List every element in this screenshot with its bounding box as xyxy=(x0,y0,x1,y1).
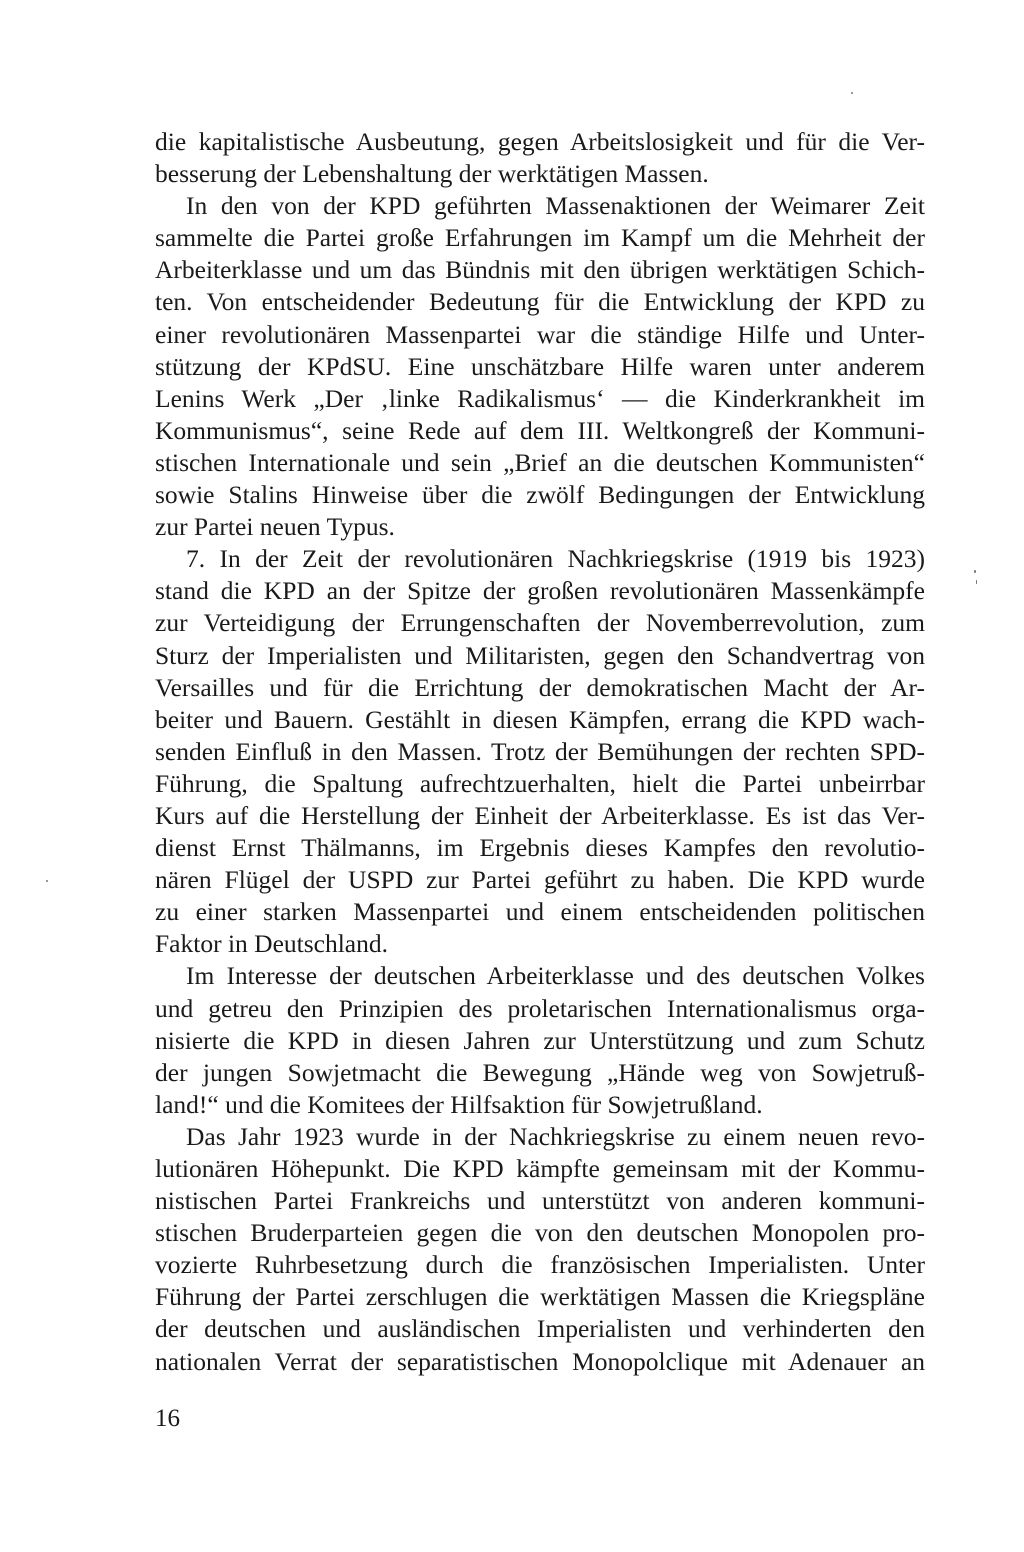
text-line: stützung der KPdSU. Eine unschätzbare Hilfe waren unter anderem xyxy=(155,351,925,381)
text-line: Kommunismus“, seine Rede auf dem III. Weltkongreß der Kommuni- xyxy=(155,415,925,445)
paragraph xyxy=(155,1121,925,1378)
scan-speck xyxy=(974,570,976,573)
text-line: Faktor in Deutschland. xyxy=(155,929,388,959)
text-line: zu einer starken Massenpartei und einem entscheidenden politischen xyxy=(155,897,925,927)
text-line: Kurs auf die Herstellung der Einheit der Arbeiterklasse. Es ist das Ver- xyxy=(155,800,925,830)
text-line: der deutschen und ausländischen Imperialisten und verhinderten den xyxy=(155,1314,925,1344)
text-line: nationalen Verrat der separatistischen Monopolclique mit Adenauer an xyxy=(155,1346,925,1376)
scan-speck xyxy=(46,880,48,882)
paragraph xyxy=(155,543,925,960)
text-line: sowie Stalins Hinweise über die zwölf Bedingungen der Entwicklung xyxy=(155,480,925,510)
text-line: Sturz der Imperialisten und Militaristen, gegen den Schandvertrag von xyxy=(155,640,925,670)
body-text xyxy=(155,126,925,1378)
text-line: Führung der Partei zerschlugen die werktätigen Massen die Kriegspläne xyxy=(155,1282,925,1312)
text-line: beiter und Bauern. Gestählt in diesen Kämpfen, errang die KPD wach- xyxy=(155,704,925,734)
text-line: und getreu den Prinzipien des proletarischen Internationalismus orga- xyxy=(155,993,925,1023)
text-line: senden Einfluß in den Massen. Trotz der Bemühungen der rechten SPD- xyxy=(155,736,925,766)
text-line: einer revolutionären Massenpartei war die ständige Hilfe und Unter- xyxy=(155,319,925,349)
paragraph xyxy=(155,126,925,190)
text-line: besserung der Lebenshaltung der werktätigen Massen. xyxy=(155,159,709,189)
text-line: zur Partei neuen Typus. xyxy=(155,512,395,542)
text-line: ten. Von entscheidender Bedeutung für die Entwicklung der KPD zu xyxy=(155,287,925,317)
scan-speck xyxy=(976,580,977,584)
text-line: stand die KPD an der Spitze der großen revolutionären Massenkämpfe xyxy=(155,576,925,606)
paragraph xyxy=(155,190,925,543)
text-line: zur Verteidigung der Errungenschaften der Novemberrevolution, zum xyxy=(155,608,925,638)
text-line: nisierte die KPD in diesen Jahren zur Unterstützung und zum Schutz xyxy=(155,1025,925,1055)
text-line: vozierte Ruhrbesetzung durch die französischen Imperialisten. Unter xyxy=(155,1250,925,1280)
text-line: der jungen Sowjetmacht die Bewegung „Hände weg von Sowjetruß- xyxy=(155,1057,925,1087)
text-line: Arbeiterklasse und um das Bündnis mit den übrigen werktätigen Schich- xyxy=(155,255,925,285)
text-line: die kapitalistische Ausbeutung, gegen Arbeitslosigkeit und für die Ver- xyxy=(155,127,925,156)
text-line: Lenins Werk „Der ‚linke Radikalismus‘ — die Kinderkrankheit im xyxy=(155,383,925,413)
text-line: Versailles und für die Errichtung der demokratischen Macht der Ar- xyxy=(155,672,925,702)
text-line: sammelte die Partei große Erfahrungen im Kampf um die Mehrheit der xyxy=(155,223,925,253)
paragraph xyxy=(155,960,925,1120)
scan-speck xyxy=(851,92,853,94)
text-line: In den von der KPD geführten Massenaktionen der Weimarer Zeit xyxy=(186,191,925,221)
text-line: 7. In der Zeit der revolutionären Nachkriegskrise (1919 bis 1923) xyxy=(186,544,925,574)
text-line: lutionären Höhepunkt. Die KPD kämpfte gemeinsam mit der Kommu- xyxy=(155,1154,925,1183)
text-line: Im Interesse der deutschen Arbeiterklasse und des deutschen Volkes xyxy=(186,961,925,991)
text-line: nistischen Partei Frankreichs und unterstützt von anderen kommuni- xyxy=(155,1186,925,1216)
text-line: land!“ und die Komitees der Hilfsaktion für Sowjetrußland. xyxy=(155,1089,763,1119)
text-line: dienst Ernst Thälmanns, im Ergebnis dieses Kampfes den revolutio- xyxy=(155,833,925,863)
text-line: stischen Bruderparteien gegen die von den deutschen Monopolen pro- xyxy=(155,1218,925,1248)
text-line: Das Jahr 1923 wurde in der Nachkriegskrise zu einem neuen revo- xyxy=(186,1121,925,1151)
text-line: stischen Internationale und sein „Brief an die deutschen Kommunisten“ xyxy=(155,447,925,477)
text-line: nären Flügel der USPD zur Partei geführt zu haben. Die KPD wurde xyxy=(155,865,925,895)
page-number: 16 xyxy=(155,1405,180,1432)
text-line: Führung, die Spaltung aufrechtzuerhalten, hielt die Partei unbeirrbar xyxy=(155,768,925,798)
